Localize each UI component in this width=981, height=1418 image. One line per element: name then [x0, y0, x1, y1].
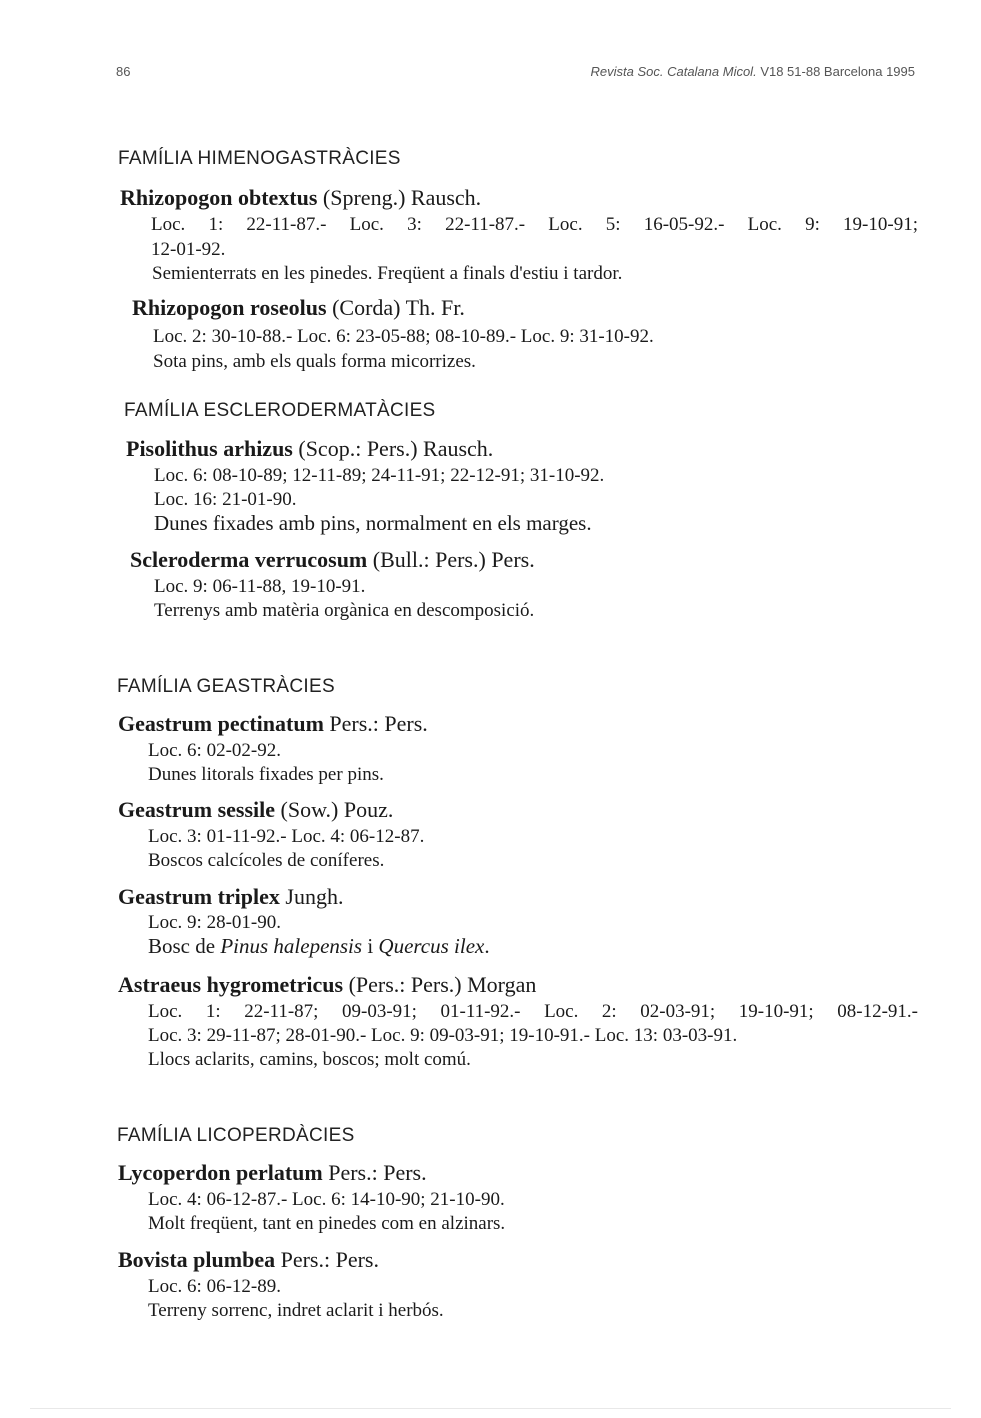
species-name	[118, 711, 428, 737]
family-heading: FAMÍLIA GEASTRÀCIES	[117, 676, 335, 697]
habitat-text: .	[484, 934, 490, 958]
species-name	[118, 972, 536, 998]
journal-citation	[591, 64, 916, 79]
locality-line: Loc. 2: 30-10-88.- Loc. 6: 23-05-88; 08-10-89.- Loc. 9: 31-10-92.	[153, 326, 654, 347]
habitat-line: Dunes fixades amb pins, normalment en els marges.	[154, 511, 592, 535]
species-binomial: Astraeus hygrometricus	[118, 972, 344, 997]
habitat-line	[148, 934, 490, 959]
species-binomial: Geastrum triplex	[118, 884, 280, 909]
family-heading: FAMÍLIA LICOPERDÀCIES	[117, 1125, 355, 1146]
page-number: 86	[116, 64, 131, 79]
species-author: (Bull.: Pers.) Pers.	[372, 547, 535, 572]
habitat-line: Sota pins, amb els quals forma micorrizes.	[153, 351, 476, 372]
species-author: Jungh.	[285, 884, 344, 909]
species-binomial: Pisolithus arhizus	[126, 436, 293, 461]
habitat-text: i	[362, 934, 379, 958]
locality-line: Loc. 9: 28-01-90.	[148, 912, 281, 933]
species-binomial: Bovista plumbea	[118, 1247, 276, 1272]
locality-line: Loc. 3: 01-11-92.- Loc. 4: 06-12-87.	[148, 826, 425, 847]
journal-name: Revista Soc. Catalana Micol.	[590, 64, 757, 79]
species-author: (Spreng.) Rausch.	[322, 185, 482, 210]
locality-line: Loc. 6: 06-12-89.	[148, 1276, 281, 1297]
locality-line: 12-01-92.	[151, 239, 226, 260]
family-heading: FAMÍLIA HIMENOGASTRÀCIES	[118, 148, 401, 169]
habitat-line: Boscos calcícoles de coníferes.	[148, 850, 385, 871]
locality-line: Loc. 4: 06-12-87.- Loc. 6: 14-10-90; 21-10-90.	[148, 1189, 505, 1210]
habitat-line: Semienterrats en les pinedes. Freqüent a finals d'estiu i tardor.	[152, 263, 623, 284]
species-name	[118, 797, 393, 823]
species-binomial: Rhizopogon roseolus	[132, 295, 327, 320]
locality-line: Loc. 1: 22-11-87.- Loc. 3: 22-11-87.- Loc. 5: 16-05-92.- Loc. 9: 19-10-91;	[151, 214, 918, 235]
locality-line: Loc. 9: 06-11-88, 19-10-91.	[154, 576, 366, 597]
species-binomial: Scleroderma verrucosum	[130, 547, 368, 572]
species-author: (Scop.: Pers.) Rausch.	[298, 436, 494, 461]
habitat-text: Bosc de	[148, 934, 221, 958]
species-name	[132, 295, 465, 321]
species-name	[130, 547, 535, 573]
locality-line: Loc. 16: 21-01-90.	[154, 489, 297, 510]
species-name	[120, 185, 481, 211]
species-name	[118, 884, 343, 910]
locality-line: Loc. 6: 08-10-89; 12-11-89; 24-11-91; 22-12-91; 31-10-92.	[154, 465, 605, 486]
species-name	[126, 436, 493, 462]
species-binomial: Geastrum sessile	[118, 797, 276, 822]
species-binomial: Geastrum pectinatum	[118, 711, 324, 736]
species-author: Pers.: Pers.	[280, 1247, 379, 1272]
species-author: (Pers.: Pers.) Morgan	[348, 972, 537, 997]
species-name	[118, 1247, 379, 1273]
species-author: (Corda) Th. Fr.	[332, 295, 465, 320]
habitat-line: Terrenys amb matèria orgànica en descomposició.	[154, 600, 535, 621]
running-header	[116, 64, 915, 84]
habitat-line: Molt freqüent, tant en pinedes com en alzinars.	[148, 1213, 506, 1234]
habitat-line: Terreny sorrenc, indret aclarit i herbós.	[148, 1300, 444, 1321]
habitat-line: Dunes litorals fixades per pins.	[148, 764, 384, 785]
scan-edge-rule	[30, 1408, 951, 1409]
locality-line: Loc. 6: 02-02-92.	[148, 740, 281, 761]
species-name	[118, 1160, 427, 1186]
locality-line: Loc. 3: 29-11-87; 28-01-90.- Loc. 9: 09-03-91; 19-10-91.- Loc. 13: 03-03-91.	[148, 1025, 738, 1046]
species-binomial: Rhizopogon obtextus	[120, 185, 318, 210]
taxon-italic: Quercus ilex	[378, 934, 485, 958]
species-author: Pers.: Pers.	[329, 711, 428, 736]
species-binomial: Lycoperdon perlatum	[118, 1160, 323, 1185]
locality-line: Loc. 1: 22-11-87; 09-03-91; 01-11-92.- Loc. 2: 02-03-91; 19-10-91; 08-12-91.-	[148, 1001, 918, 1022]
species-author: (Sow.) Pouz.	[280, 797, 394, 822]
volume-pages: V18 51-88 Barcelona 1995	[760, 64, 915, 79]
habitat-line: Llocs aclarits, camins, boscos; molt comú.	[148, 1049, 471, 1070]
species-author: Pers.: Pers.	[328, 1160, 427, 1185]
taxon-italic: Pinus halepensis	[220, 934, 363, 958]
family-heading: FAMÍLIA ESCLERODERMATÀCIES	[124, 400, 436, 421]
